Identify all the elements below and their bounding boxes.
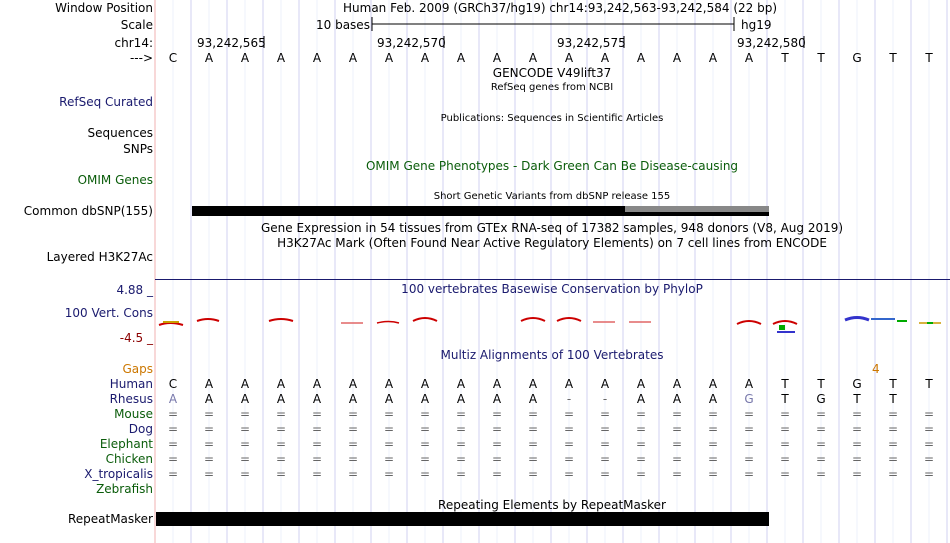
sequence-base: T [781,51,789,65]
sequence-base: A [636,51,646,65]
assembly-label: hg19 [741,18,772,32]
phylop-min-label: -4.5 _ [119,331,153,345]
alignment-base: T [817,377,825,391]
alignment-base: = [779,467,791,481]
sequence-base: A [456,51,466,65]
alignment-base: = [635,467,647,481]
alignment-base: = [383,437,395,451]
dbsnp-track-title: Short Genetic Variants from dbSNP release 155 [433,191,671,202]
alignment-base: = [455,467,467,481]
sequence-base: C [168,51,178,65]
alignment-base: = [347,407,359,421]
alignment-base: = [707,437,719,451]
alignment-base: = [527,422,539,436]
alignment-base: G [852,377,862,391]
chromosome-label: chr14: [114,36,153,50]
species-label[interactable]: Zebrafish [96,482,153,496]
alignment-base: A [528,392,538,406]
alignment-base: = [311,422,323,436]
alignment-base: T [889,377,897,391]
alignment-base: = [671,452,683,466]
refseq-track-subtitle: RefSeq genes from NCBI [490,82,614,93]
alignment-base: A [240,392,250,406]
alignment-base: = [239,467,251,481]
alignment-base: = [491,422,503,436]
alignment-base: = [527,452,539,466]
alignment-base: = [239,452,251,466]
alignment-base: = [743,452,755,466]
alignment-base: T [781,377,789,391]
species-label[interactable]: Mouse [114,407,153,421]
alignment-base: = [527,467,539,481]
alignment-base: = [887,407,899,421]
alignment-base: = [923,422,935,436]
alignment-base: A [636,377,646,391]
alignment-base: = [455,407,467,421]
repeatmasker-track-title: Repeating Elements by RepeatMasker [438,498,666,512]
omim-track-title: OMIM Gene Phenotypes - Dark Green Can Be Disease-causing [365,159,739,173]
gaps-label[interactable]: Gaps [122,362,153,376]
alignment-base: A [672,377,682,391]
multiz-track-title: Multiz Alignments of 100 Vertebrates [440,348,664,362]
alignment-base: A [420,392,430,406]
alignment-base: = [527,437,539,451]
alignment-base: = [671,422,683,436]
alignment-base: = [311,452,323,466]
alignment-base: = [383,452,395,466]
alignment-base: A [384,377,394,391]
coord-ticks [0,35,950,49]
alignment-base: = [455,422,467,436]
phylop-logo [155,312,950,334]
alignment-base: A [276,392,286,406]
alignment-base: = [419,422,431,436]
alignment-base: = [707,407,719,421]
alignment-base: = [635,407,647,421]
alignment-base: = [599,452,611,466]
alignment-base: = [419,467,431,481]
species-label[interactable]: Dog [128,422,153,436]
alignment-base: A [708,392,718,406]
alignment-base: = [239,422,251,436]
alignment-base: = [671,467,683,481]
alignment-base: - [566,392,572,406]
alignment-base: = [167,407,179,421]
species-label[interactable]: Rhesus [109,392,153,406]
sequence-base: A [276,51,286,65]
alignment-base: = [815,422,827,436]
alignment-base: = [491,467,503,481]
alignment-base: = [203,437,215,451]
snps-label[interactable]: SNPs [123,142,153,156]
alignment-base: = [851,467,863,481]
alignment-base: = [311,437,323,451]
sequence-base: T [817,51,825,65]
alignment-base: A [312,377,322,391]
gencode-track-title[interactable]: GENCODE V49lift37 [492,66,612,80]
alignment-base: A [528,377,538,391]
alignment-base: = [167,437,179,451]
sequence-base: G [852,51,862,65]
strand-arrow-label: ---> [129,51,153,65]
alignment-base: = [383,467,395,481]
alignment-base: G [744,392,754,406]
window-position-value[interactable]: Human Feb. 2009 (GRCh37/hg19) chr14:93,242,563-93,242,584 (22 bp) [343,1,778,15]
alignment-base: = [275,422,287,436]
alignment-base: = [671,407,683,421]
sequence-base: A [744,51,754,65]
gap-count: 4 [872,362,880,376]
coord-tick-label: 93,242,565 [197,36,266,50]
alignment-base: = [275,437,287,451]
repeatmasker-element-bar[interactable] [156,512,769,526]
alignment-base: A [204,377,214,391]
scale-label: Scale [120,18,153,32]
coord-tick-label: 93,242,570 [377,36,446,50]
alignment-base: A [456,377,466,391]
coord-tick-label: 93,242,580 [737,36,806,50]
sequence-base: T [925,51,933,65]
sequence-base: T [889,51,897,65]
alignment-base: = [203,407,215,421]
alignment-base: A [348,392,358,406]
alignment-base: = [635,422,647,436]
alignment-base: = [239,407,251,421]
h3k27ac-track-title: H3K27Ac Mark (Often Found Near Active Regulatory Elements) on 7 cell lines from ENCODE [277,236,827,250]
phylop-track-label[interactable]: 100 Vert. Cons [64,306,153,320]
sequence-base: A [384,51,394,65]
alignment-base: A [420,377,430,391]
alignment-base: A [240,377,250,391]
species-label[interactable]: Chicken [105,452,153,466]
species-label[interactable]: Elephant [99,437,153,451]
alignment-base: = [311,467,323,481]
alignment-base: = [419,437,431,451]
alignment-base: = [563,467,575,481]
alignment-base: = [743,422,755,436]
sequence-base: A [204,51,214,65]
alignment-base: = [347,422,359,436]
phylop-max-label: 4.88 _ [116,283,153,297]
alignment-base: = [347,467,359,481]
alignment-base: A [600,377,610,391]
alignment-base: = [275,407,287,421]
alignment-base: = [455,452,467,466]
alignment-base: = [815,452,827,466]
alignment-base: - [602,392,608,406]
alignment-base: = [779,407,791,421]
alignment-base: = [779,437,791,451]
alignment-base: = [203,467,215,481]
coord-tick-label: 93,242,575 [557,36,626,50]
alignment-base: = [563,452,575,466]
alignment-base: = [887,467,899,481]
alignment-base: = [599,467,611,481]
alignment-base: G [816,392,826,406]
refseq-curated-label[interactable]: RefSeq Curated [59,95,153,109]
alignment-base: = [563,407,575,421]
alignment-base: = [599,422,611,436]
common-dbsnp-label[interactable]: Common dbSNP(155) [23,204,153,218]
species-label[interactable]: Human [109,377,153,391]
alignment-base: A [744,377,754,391]
alignment-base: = [707,452,719,466]
alignment-base: = [347,437,359,451]
scale-bar [370,14,736,34]
alignment-base: = [707,422,719,436]
alignment-base: T [853,392,861,406]
sequence-base: A [348,51,358,65]
alignment-base: = [923,407,935,421]
alignment-base: = [815,407,827,421]
sequence-base: A [312,51,322,65]
alignment-base: = [239,437,251,451]
window-position-label: Window Position [55,1,153,15]
alignment-base: = [599,437,611,451]
alignment-base: = [275,467,287,481]
alignment-base: = [203,422,215,436]
alignment-base: = [563,437,575,451]
alignment-base: = [383,422,395,436]
alignment-base: = [491,437,503,451]
sequence-base: A [672,51,682,65]
sequence-base: A [240,51,250,65]
sequence-base: A [528,51,538,65]
alignment-base: A [564,377,574,391]
alignment-base: A [636,392,646,406]
alignment-base: = [851,407,863,421]
alignment-base: = [743,467,755,481]
alignment-base: = [203,452,215,466]
sequences-label[interactable]: Sequences [87,126,153,140]
alignment-base: A [672,392,682,406]
alignment-base: = [275,452,287,466]
alignment-base: A [492,377,502,391]
species-label[interactable]: X_tropicalis [84,467,153,481]
alignment-base: = [491,407,503,421]
sequence-base: A [420,51,430,65]
phylop-track-title: 100 vertebrates Basewise Conservation by PhyloP [401,282,703,296]
scale-text: 10 bases [316,18,370,32]
alignment-base: = [923,452,935,466]
alignment-base: = [815,437,827,451]
alignment-base: = [563,422,575,436]
sequence-base: A [564,51,574,65]
track-divider [155,279,950,280]
alignment-base: = [527,407,539,421]
alignment-base: = [167,422,179,436]
alignment-base: = [779,422,791,436]
alignment-base: A [168,392,178,406]
alignment-base: = [743,407,755,421]
sequence-base: A [600,51,610,65]
alignment-base: = [491,452,503,466]
alignment-base: = [311,407,323,421]
alignment-base: T [925,377,933,391]
sequence-base: A [492,51,502,65]
alignment-base: = [455,437,467,451]
alignment-base: A [384,392,394,406]
gtex-track-title: Gene Expression in 54 tissues from GTEx RNA-seq of 17382 samples, 948 donors (V8, Aug 2019) [260,221,844,235]
alignment-base: = [635,437,647,451]
alignment-base: A [204,392,214,406]
alignment-base: A [276,377,286,391]
alignment-base: T [889,392,897,406]
alignment-base: T [781,392,789,406]
alignment-base: = [743,437,755,451]
alignment-base: = [887,452,899,466]
alignment-base: C [168,377,178,391]
alignment-base: = [383,407,395,421]
alignment-base: = [419,452,431,466]
alignment-base: = [599,407,611,421]
sequence-base: A [708,51,718,65]
publications-track-title: Publications: Sequences in Scientific Articles [440,113,664,124]
alignment-base: = [671,437,683,451]
alignment-base: = [923,467,935,481]
alignment-base: A [312,392,322,406]
alignment-base: = [887,422,899,436]
alignment-base: A [708,377,718,391]
alignment-base: = [923,437,935,451]
alignment-base: = [851,437,863,451]
alignment-base: = [851,422,863,436]
alignment-base: A [348,377,358,391]
alignment-base: = [635,452,647,466]
layered-h3k27ac-label[interactable]: Layered H3K27Ac [46,250,153,264]
alignment-base: = [419,407,431,421]
repeatmasker-label[interactable]: RepeatMasker [67,512,153,526]
omim-genes-label[interactable]: OMIM Genes [77,173,153,187]
alignment-base: = [347,452,359,466]
alignment-base: = [167,452,179,466]
alignment-base: = [167,467,179,481]
alignment-base: = [779,452,791,466]
dbsnp-variant-segment [625,206,769,212]
alignment-base: = [815,467,827,481]
alignment-base: = [887,437,899,451]
alignment-base: = [851,452,863,466]
alignment-base: A [492,392,502,406]
alignment-base: = [707,467,719,481]
alignment-base: A [456,392,466,406]
